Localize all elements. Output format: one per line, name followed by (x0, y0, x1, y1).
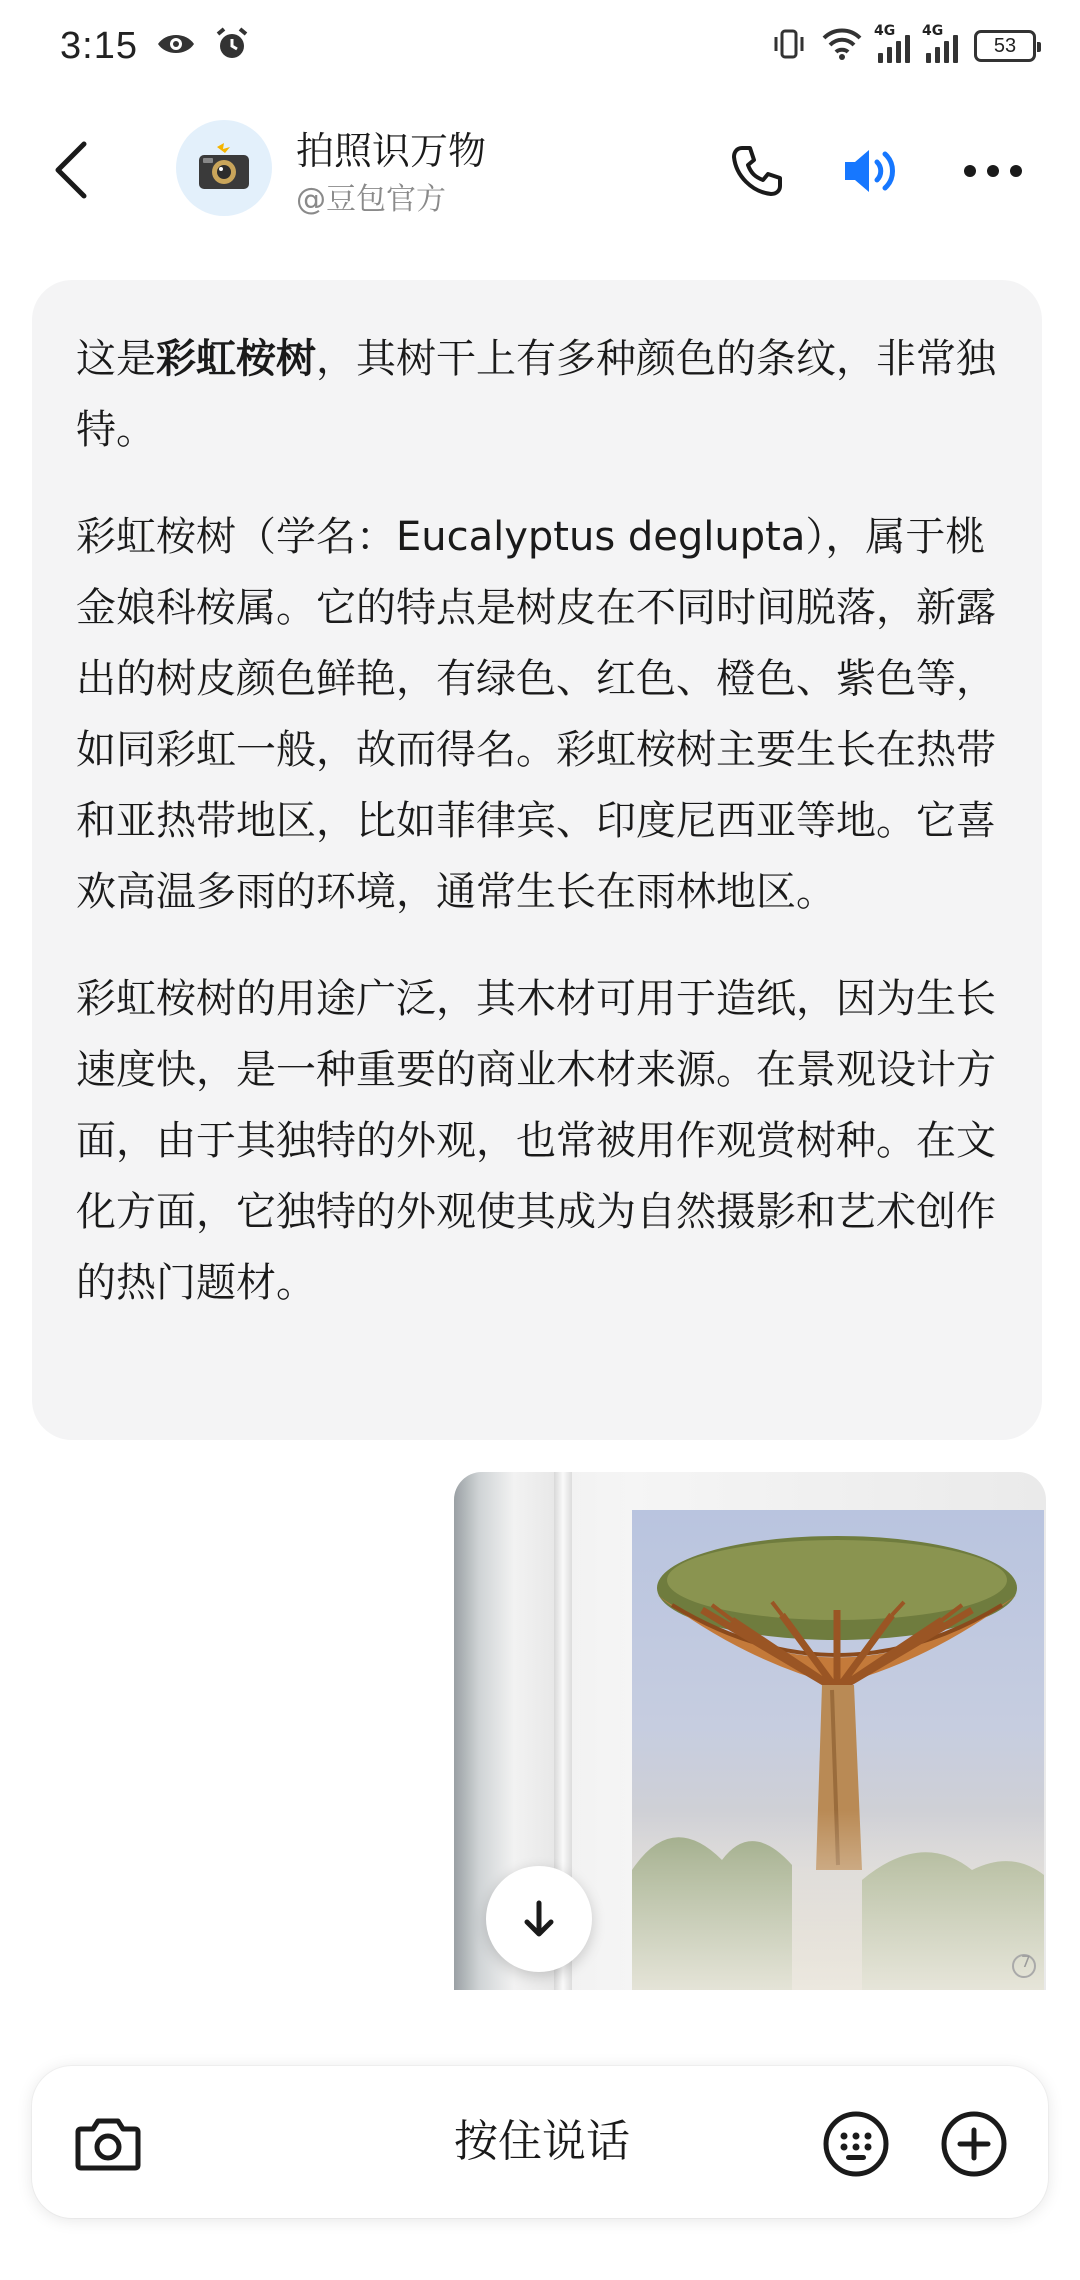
status-left (60, 25, 250, 68)
speaker-button[interactable] (838, 136, 908, 206)
plus-icon (940, 2110, 1008, 2178)
species-name: 彩虹桉树 (156, 336, 316, 382)
p1-prefix: 这是 (76, 336, 156, 382)
bot-handle: @豆包官方 (296, 182, 446, 217)
scroll-to-bottom-button[interactable] (486, 1866, 592, 1972)
camera-flash-icon (197, 143, 251, 193)
message-paragraph-1 (76, 324, 998, 466)
signal-icon-2 (922, 23, 958, 63)
p1-suffix: ，其树干上有多种颜色的条纹，非常独特。 (76, 336, 996, 453)
plus-button[interactable] (936, 2106, 1012, 2182)
input-bar (32, 2066, 1048, 2218)
keyboard-icon (822, 2110, 890, 2178)
tree-illustration (632, 1510, 1044, 1990)
phone-button[interactable] (722, 136, 792, 206)
vibrate-icon (772, 27, 806, 65)
status-bar (0, 0, 1080, 92)
message-paragraph-2: 彩虹桉树（学名：Eucalyptus deglupta），属于桃金娘科桉属。它的特点是树皮在不同时间脱落，新露出的树皮颜色鲜艳，有绿色、红色、橙色、紫色等，如同彩虹一般，故而得名。彩虹桉树主要生长在热带和亚热带地区，比如菲律宾、印度尼西亚等地。它喜欢高温多雨的环境，通常生长在雨林地区。 (76, 514, 996, 915)
message-paragraph-3: 彩虹桉树的用途广泛，其木材可用于造纸，因为生长速度快，是一种重要的商业木材来源。在景观设计方面，由于其独特的外观，也常被用作观赏树种。在文化方面，它独特的外观使其成为自然摄影和艺术创作的热门题材。 (76, 976, 996, 1306)
back-icon (52, 140, 92, 200)
signal-icon-1 (874, 23, 910, 63)
hold-to-talk-button[interactable]: 按住说话 (454, 2116, 630, 2167)
network-type-1: 4G (874, 23, 896, 39)
eye-icon (156, 30, 196, 62)
camera-button[interactable] (72, 2108, 144, 2180)
status-right (772, 23, 1036, 65)
keyboard-button[interactable] (818, 2106, 894, 2182)
phone-icon (730, 144, 784, 198)
speaker-icon (841, 144, 905, 198)
page-number: 7 (1020, 1952, 1032, 1971)
more-button[interactable] (958, 136, 1028, 206)
status-time: 3:15 (60, 24, 138, 67)
dragon-tree-photo (632, 1510, 1044, 1990)
bot-title[interactable]: 拍照识万物 (296, 129, 487, 173)
more-icon (963, 164, 1023, 178)
battery-icon: 53 (974, 30, 1036, 62)
arrow-down-icon (517, 1897, 561, 1941)
wifi-icon (822, 28, 862, 64)
alarm-icon (214, 26, 250, 66)
avatar[interactable] (176, 120, 272, 216)
bot-message-bubble[interactable] (32, 280, 1042, 1440)
chat-header (0, 110, 1080, 230)
network-type-2: 4G (922, 23, 944, 39)
camera-icon (75, 2115, 141, 2173)
back-button[interactable] (42, 140, 102, 200)
